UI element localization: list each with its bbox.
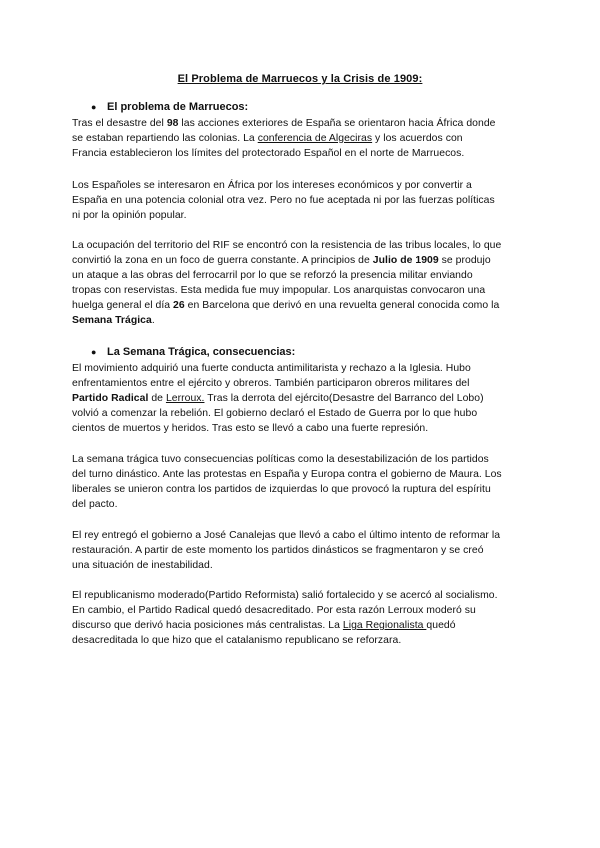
text-line: Partido Radical de Lerroux. Tras la derrota del ejército(Desastre del Barranco del Lobo) xyxy=(72,393,484,404)
paragraph-republicanismo xyxy=(72,588,542,648)
text-line: discurso que derivó hacia posiciones más centralistas. La Liga Regionalista quedó xyxy=(72,620,456,631)
document-title: El Problema de Marruecos y la Crisis de 1909: xyxy=(177,73,423,85)
link-liga-regionalista[interactable]: Liga Regionalista xyxy=(342,620,427,631)
text-line: volvió a comenzar la rebelión. El gobierno declaró el Estado de Guerra por lo que hubo xyxy=(72,408,478,419)
text-line: se estaban repartiendo las colonias. La conferencia de Algeciras y los acuerdos con xyxy=(72,133,463,144)
text-line: La ocupación del territorio del RIF se encontró con la resistencia de las tribus locales, lo que xyxy=(72,240,502,251)
bullet-icon: ● xyxy=(91,347,97,357)
text-line: del turno dinástico. Ante las protestas en España y Europa contra el gobierno de Maura. Los xyxy=(72,469,502,480)
paragraph-ocupacion-rif xyxy=(72,238,542,328)
paragraph-movimiento xyxy=(72,361,542,436)
text-line: tropas con reservistas. Esta medida fue muy impopular. Los anarquistas convocaron una xyxy=(72,285,486,296)
text-line: El rey entregó el gobierno a José Canalejas que llevó a cabo el último intento de reformar la xyxy=(72,530,501,541)
text-line: Los Españoles se interesaron en África por los intereses económicos y por convertir a xyxy=(72,180,472,191)
text-line: La semana trágica tuvo consecuencias políticas como la desestabilización de los partidos xyxy=(72,454,489,465)
text-line: El republicanismo moderado(Partido Reformista) salió fortalecido y se acercó al socialismo. xyxy=(72,590,498,601)
text-line: enfrentamientos entre el ejército y obreros. También participaron obreros militares del xyxy=(72,378,470,389)
section-heading-marruecos xyxy=(91,101,248,113)
text-line: Tras el desastre del 98 las acciones exteriores de España se orientaron hacia África donde xyxy=(72,118,496,129)
text-line: cientos de muertos y heridos. Tras esto se llevó a cabo una fuerte represión. xyxy=(72,423,429,434)
paragraph-canalejas xyxy=(72,528,542,573)
text-line: ni por la opinión popular. xyxy=(72,210,187,221)
text-line: Semana Trágica. xyxy=(72,315,155,326)
paragraph-intereses xyxy=(72,178,542,223)
text-line: convirtió la zona en un foco de guerra constante. A principios de Julio de 1909 se produjo xyxy=(72,255,491,266)
text-line: Francia establecieron los límites del protectorado Español en el norte de Marruecos. xyxy=(72,148,465,159)
section-heading-text: La Semana Trágica, consecuencias: xyxy=(107,346,296,358)
text-line: huelga general el día 26 en Barcelona que derivó en una revuelta general conocida como la xyxy=(72,300,500,311)
paragraph-desastre xyxy=(72,116,542,161)
bullet-icon: ● xyxy=(91,102,97,112)
section-heading-semana-tragica xyxy=(91,346,295,358)
text-line: una situación de inestabilidad. xyxy=(72,560,213,571)
link-lerroux[interactable]: Lerroux. xyxy=(165,393,205,404)
text-line: El movimiento adquirió una fuerte conducta antimilitarista y rechazo a la Iglesia. Hubo xyxy=(72,363,471,374)
text-line: del pacto. xyxy=(72,499,118,510)
link-conferencia-algeciras[interactable]: conferencia de Algeciras xyxy=(257,133,373,144)
section-heading-text: El problema de Marruecos: xyxy=(107,101,249,113)
text-line: En cambio, el Partido Radical quedó desacreditado. Por esta razón Lerroux moderó su xyxy=(72,605,476,616)
text-line: un ataque a las obras del ferrocarril por lo que se reforzó la presencia militar enviando xyxy=(72,270,473,281)
text-line: España en una potencia colonial otra vez. Pero no fue aceptada ni por las fuerzas políticas xyxy=(72,195,495,206)
text-line: liberales se unieron contra los partidos de izquierdas lo que provocó la ruptura del espíritu xyxy=(72,484,491,495)
paragraph-consecuencias xyxy=(72,452,542,512)
text-line: restauración. A partir de este momento los partidos dinásticos se fragmentaron y se creó xyxy=(72,545,484,556)
text-line: desacreditada lo que hizo que el catalanismo republicano se reforzara. xyxy=(72,635,402,646)
